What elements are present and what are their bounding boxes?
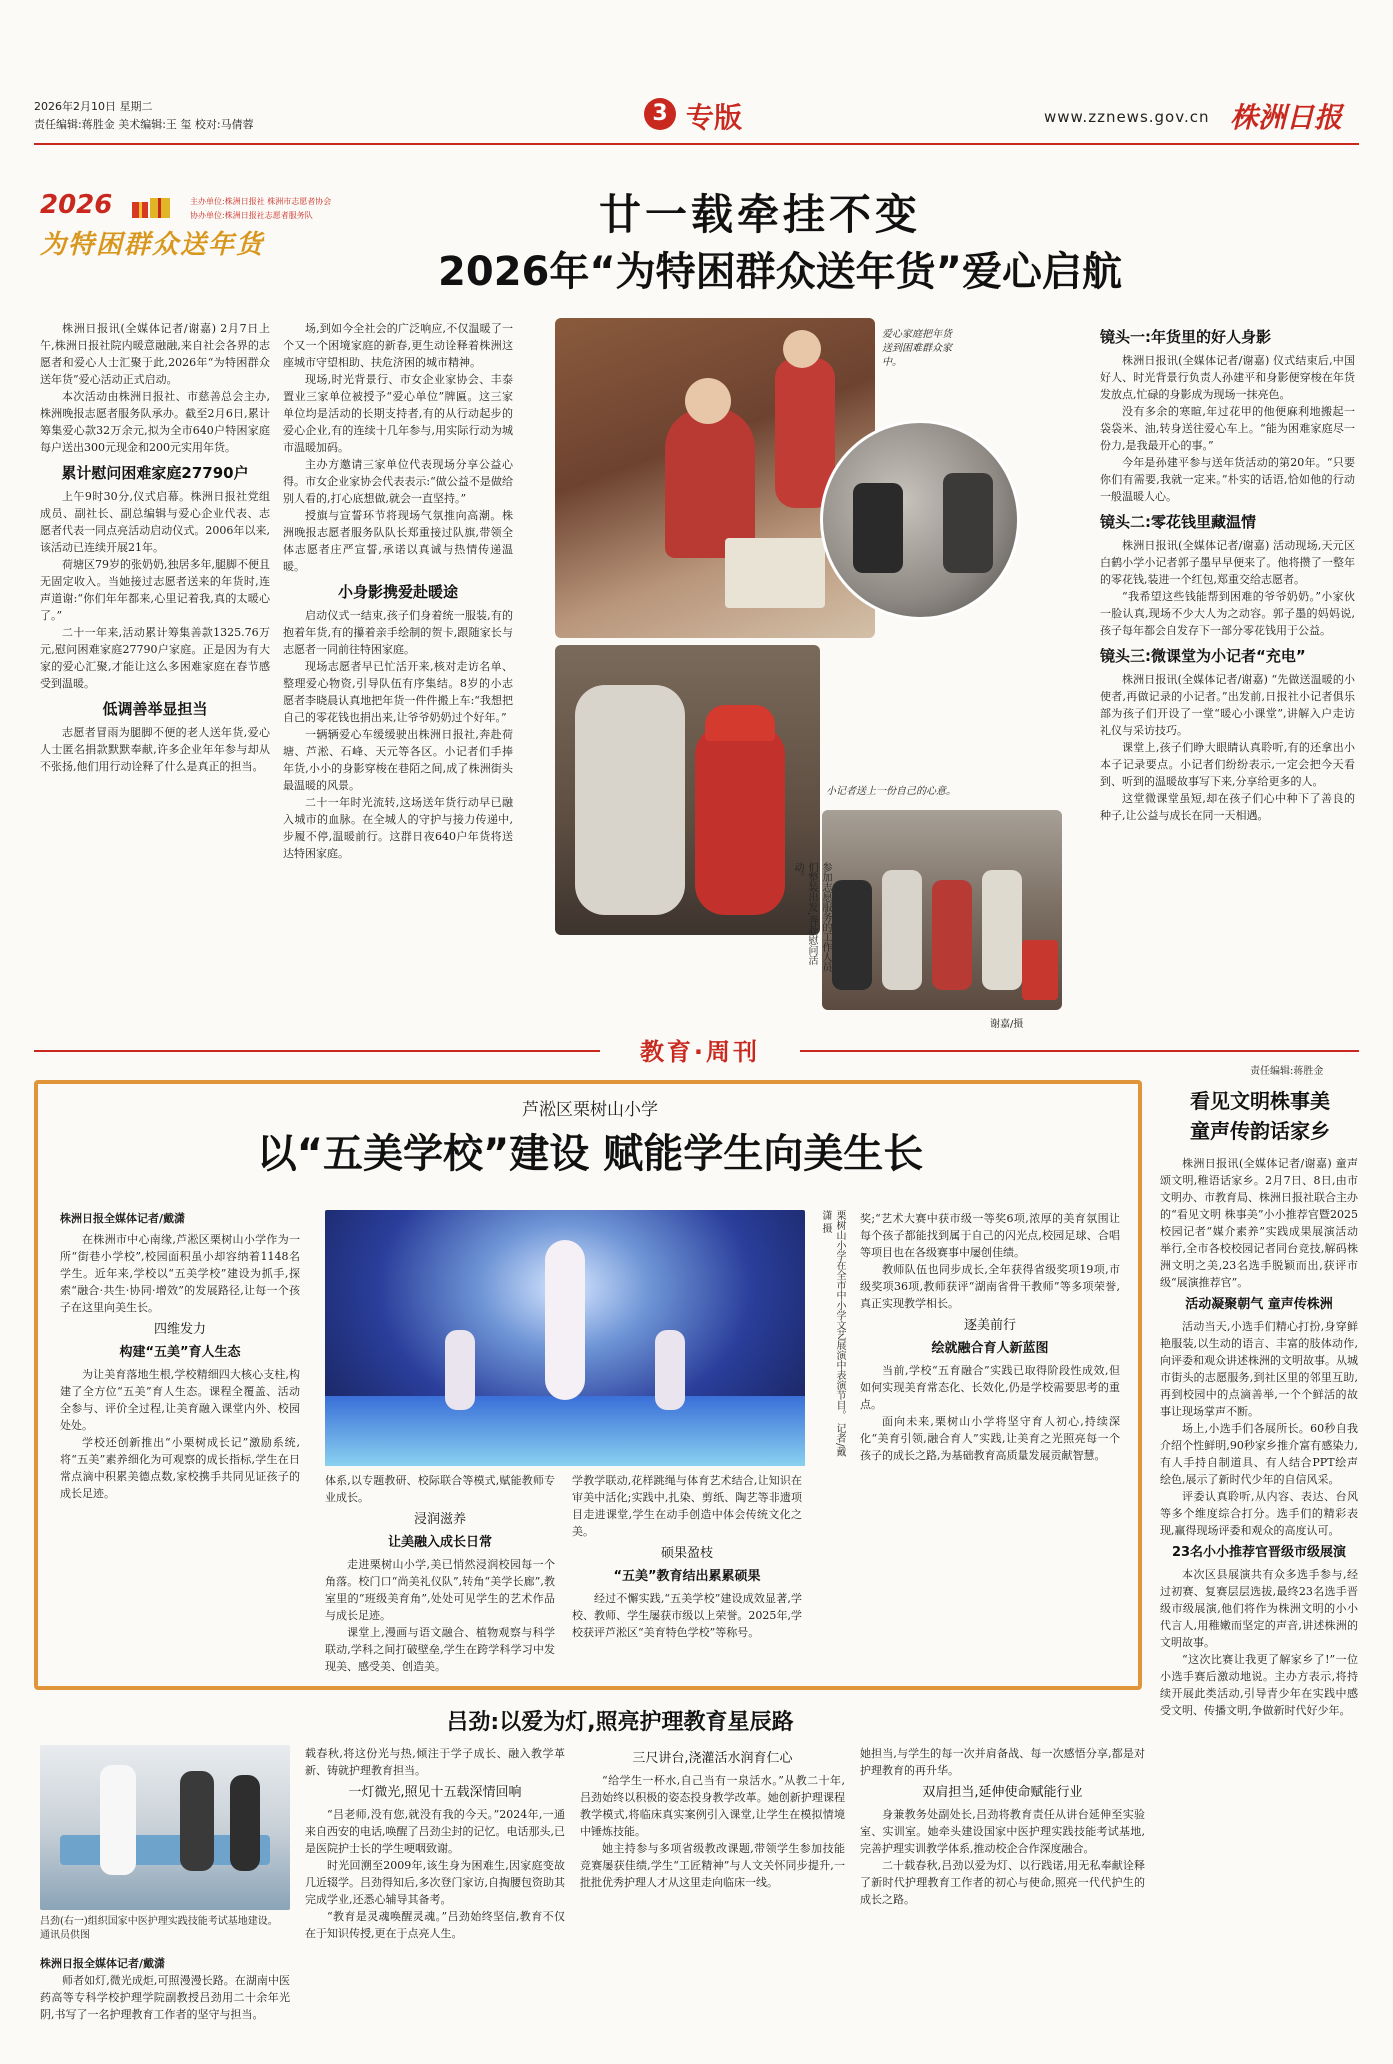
paragraph: 她担当,与学生的每一次并肩备战、每一次感悟分享,都是对护理教育的再升华。 bbox=[860, 1747, 1145, 1777]
subheading: 硕果盈枝 bbox=[660, 1546, 713, 1561]
paragraph: “教育是灵魂唤醒灵魂。”吕劲始终坚信,教育不仅在于知识传授,更在于点亮人生。 bbox=[305, 1910, 565, 1940]
paragraph: 上午9时30分,仪式启幕。株洲日报社党组成员、副社长、副总编辑与爱心企业代表、志愿者代表一同点亮活动启动仪式。2006年以来,该活动已连续开展21年。 bbox=[40, 490, 270, 554]
section-bar-editor: 责任编辑:蒋胜金 bbox=[1250, 1066, 1324, 1077]
issue-date: 2026年2月10日 星期二 bbox=[34, 100, 153, 113]
logo-slogan: 为特困群众送年货 bbox=[40, 230, 265, 260]
subheading: 一灯微光,照见十五载深情回响 bbox=[348, 1785, 522, 1800]
paragraph: 评委认真聆听,从内容、表达、台风等多个维度综合打分。选手们的精彩表现,赢得现场评委和观众的高度认可。 bbox=[1160, 1490, 1358, 1537]
paragraph: 这堂微课堂虽短,却在孩子们心中种下了善良的种子,让公益与成长在同一天相遇。 bbox=[1100, 792, 1355, 822]
paragraph: 本次活动由株洲日报社、市慈善总会主办,株洲晚报志愿者服务队承办。截至2月6日,累计筹集爱心款32万余元,拟为全市640户特困家庭每户送出300元现金和200元实用年货。 bbox=[40, 390, 270, 454]
paragraph: 场,到如今全社会的广泛响应,不仅温暖了一个又一个困境家庭的新春,更生动诠释着株洲这座城市守望相助、扶危济困的城市精神。 bbox=[283, 322, 513, 369]
paragraph: 二十一年来,活动累计筹集善款1325.76万元,慰问困难家庭27790户家庭。正是因为有大家的爱心汇聚,才能让这么多困难家庭在春节感受到温暖。 bbox=[40, 626, 270, 690]
paragraph: 身兼教务处副处长,吕劲将教育责任从讲台延伸至实验室、实训室。她牵头建设国家中医护理实践技能考试基地,完善护理实训教学体系,推动校企合作深度融合。 bbox=[860, 1808, 1145, 1855]
subheading: 镜头二:零花钱里藏温情 bbox=[1100, 513, 1256, 531]
paragraph: 二十载春秋,吕劲以爱为灯、以行践诺,用无私奉献诠释了新时代护理教育工作者的初心与使命,照亮一代代护生的成长之路。 bbox=[860, 1859, 1145, 1906]
subheading: 23名小小推荐官晋级市级展演 bbox=[1171, 1545, 1347, 1560]
subheading: 镜头三:微课堂为小记者“充电” bbox=[1100, 647, 1306, 665]
paragraph: 为让美育落地生根,学校精细四大核心支柱,构建了全方位“五美”育人生态。课程全覆盖、活动全参与、评价全过程,让美育融入课堂内外、校园处处。 bbox=[60, 1368, 300, 1432]
paragraph: 启动仪式一结束,孩子们身着统一服装,有的抱着年货,有的攥着亲手绘制的贺卡,跟随家长与志愿者一同前往特困家庭。 bbox=[283, 609, 513, 656]
school-headline: 以“五美学校”建设 赋能学生向美生长 bbox=[256, 1131, 924, 1177]
subheading: 活动凝聚朝气 童声传株洲 bbox=[1185, 1297, 1333, 1312]
subheading: 浸润滋养 bbox=[413, 1512, 466, 1527]
editor-credits: 责任编辑:蒋胜金 美术编辑:王 玺 校对:马倩蓉 bbox=[34, 118, 254, 131]
photo-caption-3: 参加志愿服务的工作人员们整装出发,奔赴慰问活动。 bbox=[792, 862, 831, 972]
paragraph: 授旗与宣誓环节将现场气氛推向高潮。株洲晚报志愿者服务队队长郑重接过队旗,带领全体志愿者庄严宣誓,承诺以真诚与热情传递温暖。 bbox=[283, 509, 513, 573]
paragraph: 场上,小选手们各展所长。60秒自我介绍个性鲜明,90秒家乡推介富有感染力,有人手持自制道具、有人结合PPT绘声绘色,展示了新时代少年的自信风采。 bbox=[1160, 1422, 1358, 1486]
subheading: 双肩担当,延伸使命赋能行业 bbox=[922, 1785, 1083, 1800]
paragraph: 一辆辆爱心车缓缓驶出株洲日报社,奔赴荷塘、芦淞、石峰、天元等各区。小记者们手捧年货,小小的身影穿梭在巷陌之间,成了株洲街头最温暖的风景。 bbox=[283, 728, 513, 792]
bottom-photo-caption: 吕劲(右一)组织国家中医护理实践技能考试基地建设。 通讯员供图 bbox=[40, 1916, 278, 1941]
paragraph: 现场志愿者早已忙活开来,核对走访名单、整理爱心物资,引导队伍有序集结。8岁的小志愿者李晓晨认真地把年货一件件搬上车:“我想把自己的零花钱也捐出来,让爷爷奶奶过个好年。” bbox=[283, 660, 513, 724]
school-kicker: 芦淞区栗树山小学 bbox=[522, 1100, 658, 1120]
paragraph: 株洲日报讯(全媒体记者/谢嘉) 仪式结束后,中国好人、时光背景行负责人孙建平和身影便穿梭在年货发放点,忙碌的身影成为现场一抹亮色。 bbox=[1100, 354, 1355, 401]
paragraph: 志愿者冒雨为腿脚不便的老人送年货,爱心人士匿名捐款默默奉献,许多企业年年参与却从不张扬,他们用行动诠释了什么是真正的担当。 bbox=[40, 726, 270, 773]
paragraph: 面向未来,栗树山小学将坚守育人初心,持续深化“美育引领,融合育人”实践,让美育之光照亮每一个孩子的成长之路,为基础教育高质量发展贡献智慧。 bbox=[860, 1415, 1120, 1462]
paragraph: 株洲日报讯(全媒体记者/谢嘉) “先做送温暖的小使者,再做记录的小记者。”出发前,日报社小记者俱乐部为孩子们开设了一堂“暖心小课堂”,讲解入户走访礼仪与采访技巧。 bbox=[1100, 673, 1355, 737]
top-column-2 bbox=[283, 320, 513, 940]
logo-co-organizer: 协办单位:株洲日报社志愿者服务队 bbox=[190, 211, 313, 220]
school-column-4 bbox=[860, 1210, 1120, 1680]
paragraph: 课堂上,漫画与语文融合、植物观察与科学联动,学科之间打破壁垒,学生在跨学科学习中发现美、感受美、创造美。 bbox=[325, 1626, 555, 1673]
school-column-3 bbox=[572, 1472, 802, 1682]
photo-caption-1: 爱心家庭把年货送到困难群众家中。 bbox=[882, 329, 952, 368]
photo-elderly-woman-receiving-gifts bbox=[555, 318, 875, 638]
paragraph: 载春秋,将这份光与热,倾注于学子成长、融入教学革新、铸就护理教育担当。 bbox=[305, 1747, 565, 1777]
subheading: 镜头一:年货里的好人身影 bbox=[1100, 328, 1271, 346]
paragraph: 本次区县展演共有众多选手参与,经过初赛、复赛层层选拔,最终23名选手晋级市级展演,他们将作为株洲文明的小小代言人,用稚嫩而坚定的声音,讲述株洲的文明故事。 bbox=[1160, 1568, 1358, 1649]
paragraph: 今年是孙建平参与送年货活动的第20年。“只要你们有需要,我就一定来。”朴实的话语,恰如他的行动一般温暖人心。 bbox=[1100, 456, 1355, 503]
logo-organizer: 主办单位:株洲日报社 株洲市志愿者协会 bbox=[190, 197, 332, 206]
paragraph: 教师队伍也同步成长,全年获得省级奖项19项,市级奖项36项,教师获评“湖南省骨干教师”等多项荣誉,真正实现教学相长。 bbox=[860, 1263, 1120, 1310]
top-column-1 bbox=[40, 320, 270, 940]
event-logo bbox=[40, 190, 360, 270]
photo-school-performance bbox=[325, 1210, 805, 1466]
main-headline-line2: 2026年“为特困群众送年货”爱心启航 bbox=[438, 249, 1122, 295]
bottom-column-3 bbox=[580, 1745, 845, 2055]
paragraph: 学教学联动,花样跳绳与体育艺术结合,让知识在审美中活化;实践中,扎染、剪纸、陶艺等非遗项目走进课堂,学生在动手创造中体会传统文化之美。 bbox=[572, 1474, 802, 1538]
paragraph: 学校还创新推出“小栗树成长记”激励系统,将“五美”素养细化为可观察的成长指标,学生在日常点滴中积累美德点数,家校携手共同见证孩子的成长足迹。 bbox=[60, 1436, 300, 1500]
paragraph: “这次比赛让我更了解家乡了!”一位小选手赛后激动地说。主办方表示,将持续开展此类活动,引导青少年在实践中感受文明、传播文明,争做新时代好少年。 bbox=[1160, 1653, 1358, 1717]
header-rule bbox=[34, 143, 1359, 145]
subheading: 绘就融合育人新蓝图 bbox=[931, 1341, 1049, 1356]
paragraph: 走进栗树山小学,美已悄然浸润校园每一个角落。校门口“尚美礼仪队”,转角“美学长廊”,教室里的“班级美育角”,处处可见学生的艺术作品与成长足迹。 bbox=[325, 1558, 555, 1622]
section-bar-title: 教育·周刊 bbox=[600, 1032, 800, 1067]
paragraph: 当前,学校“五育融合”实践已取得阶段性成效,但如何实现美育常态化、长效化,仍是学校需要思考的重点。 bbox=[860, 1364, 1120, 1411]
main-headline-line1: 廿一载牵挂不变 bbox=[598, 190, 921, 239]
page-number-badge bbox=[644, 98, 676, 130]
photo-child-reporter-street bbox=[820, 420, 1020, 620]
paragraph: 她主持参与多项省级教改课题,带领学生参加技能竞赛屡获佳绩,学生“工匠精神”与人文关怀同步提升,一批批优秀护理人才从这里走向临床一线。 bbox=[580, 1842, 845, 1889]
paragraph: 体系,以专题教研、校际联合等模式,赋能教师专业成长。 bbox=[325, 1474, 555, 1504]
side-headline-2: 童声传韵话家乡 bbox=[1190, 1119, 1330, 1143]
masthead-logo: 株洲日报 bbox=[1230, 101, 1343, 134]
paragraph: 没有多余的寒暄,年过花甲的他便麻利地搬起一袋袋米、油,转身送往爱心车上。“能为困难家庭尽一份力,是我最开心的事。” bbox=[1100, 405, 1355, 452]
paragraph: 株洲日报讯(全媒体记者/谢嘉) 活动现场,天元区白鹤小学小记者郭子墨早早便来了。他将攒了一整年的零花钱,装进一个红包,郑重交给志愿者。 bbox=[1100, 539, 1355, 586]
paragraph: 时光回溯至2009年,该生身为困难生,因家庭变故几近辍学。吕劲得知后,多次登门家访,自掏腰包资助其完成学业,还悉心辅导其备考。 bbox=[305, 1859, 565, 1906]
subheading: 让美融入成长日常 bbox=[387, 1535, 492, 1550]
school-column-1 bbox=[60, 1210, 300, 1680]
paragraph: 株洲日报讯(全媒体记者/谢嘉) 童声颂文明,稚语话家乡。2月7日、8日,由市文明办、市教育局、株洲日报社联合主办的“看见文明 株事美”小小推荐官暨2025校园记者“媒介素养”实践成果展演活动举行,全市各校校园记者同台竞技,解码株洲文明之美,23名选手脱颖而出,获评市级“展演推荐官”。 bbox=[1160, 1157, 1358, 1289]
subheading: 低调善举显担当 bbox=[102, 700, 208, 718]
paragraph: 二十一年时光流转,这场送年货行动早已融入城市的血脉。在全城人的守护与接力传递中,步履不停,温暖前行。这群日夜640户年货将送达特困家庭。 bbox=[283, 796, 513, 860]
school-photo-caption: 栗树山小学在全市中小学文艺展演中表演节目。 记者/戴潇 摄 bbox=[820, 1210, 845, 1457]
paragraph: 经过不懈实践,“五美学校”建设成效显著,学校、教师、学生屡获市级以上荣誉。2025年,学校获评芦淞区“美育特色学校”等称号。 bbox=[572, 1592, 802, 1639]
paragraph: 主办方邀请三家单位代表现场分享公益心得。市女企业家协会代表表示:“做公益不是做给别人看的,打心底想做,就会一直坚持。” bbox=[283, 458, 513, 505]
paragraph: “我希望这些钱能帮到困难的爷爷奶奶。”小家伙一脸认真,现场不少大人为之动容。郭子墨的妈妈说,孩子每年都会自发存下一部分零花钱用于公益。 bbox=[1100, 590, 1355, 637]
page-number: 3 bbox=[652, 101, 668, 126]
website-url[interactable]: www.zznews.gov.cn bbox=[1044, 108, 1210, 126]
gift-box-icon bbox=[132, 194, 172, 220]
paragraph: 课堂上,孩子们睁大眼睛认真聆听,有的还拿出小本子记录要点。小记者们纷纷表示,一定会把今天看到、听到的温暖故事写下来,分享给更多的人。 bbox=[1100, 741, 1355, 788]
header bbox=[34, 96, 1359, 142]
subheading: 小身影携爱赴暖途 bbox=[337, 583, 458, 601]
photo-volunteer-and-child bbox=[555, 645, 820, 935]
paragraph: 活动当天,小选手们精心打扮,身穿鲜艳服装,以生动的语言、丰富的肢体动作,向评委和观众讲述株洲的文明故事。从城市街头的志愿服务,到社区里的邻里互助,再到校园中的点滴善举,一个个鲜活的故事让现场掌声不断。 bbox=[1160, 1320, 1358, 1418]
photo-group-volunteers bbox=[822, 810, 1062, 1010]
subheading: 累计慰问困难家庭27790户 bbox=[61, 464, 249, 482]
paragraph: 奖;“艺术大赛中获市级一等奖6项,浓厚的美育氛围让每个孩子都能找到属于自己的闪光点,校园足球、合唱等项目也在各级赛事中屡创佳绩。 bbox=[860, 1212, 1120, 1259]
bottom-headline: 吕劲:以爱为灯,照亮护理教育星辰路 bbox=[446, 1710, 794, 1735]
photo-caption-2: 小记者送上一份自己的心意。 bbox=[826, 786, 956, 797]
paragraph: 荷塘区79岁的张奶奶,独居多年,腿脚不便且无固定收入。当她接过志愿者送来的年货时,连声道谢:“你们年年都来,心里记着我,真的太暖心了。” bbox=[40, 558, 270, 622]
logo-year: 2026 bbox=[40, 190, 113, 220]
paragraph: 在株洲市中心南缘,芦淞区栗树山小学作为一所“街巷小学校”,校园面积虽小却容纳着1148名学生。近年来,学校以“五美学校”建设为抓手,探索“融合·共生·协同·增效”的发展路径,让每一个孩子在这里向美生长。 bbox=[60, 1233, 300, 1314]
subheading: “五美”教育结出累累硕果 bbox=[613, 1569, 761, 1584]
photo-nursing-training bbox=[40, 1745, 290, 1910]
photo-credit: 谢嘉/摄 bbox=[990, 1019, 1024, 1030]
subheading: 构建“五美”育人生态 bbox=[119, 1345, 241, 1360]
side-column bbox=[1160, 1155, 1358, 2035]
byline: 株洲日报全媒体记者/戴潇 bbox=[40, 1957, 166, 1970]
paragraph: 师者如灯,微光成炬,可照漫漫长路。在湖南中医药高等专科学校护理学院副教授吕劲用二十余年光阴,书写了一名护理教育工作者的坚守与担当。 bbox=[40, 1974, 290, 2021]
paragraph: 现场,时光背景行、市女企业家协会、丰泰置业三家单位被授予“爱心单位”牌匾。这三家单位均是活动的长期支持者,有的从行动起步的爱心企业,有的连续十几年参与,用实际行动为城市温暖加码。 bbox=[283, 373, 513, 454]
bottom-column-4 bbox=[860, 1745, 1145, 2055]
paragraph: “给学生一杯水,自己当有一泉活水。”从教二十年,吕劲始终以积极的姿态投身教学改革。她创新护理课程教学模式,将临床真实案例引入课堂,让学生在模拟情境中锤炼技能。 bbox=[580, 1774, 845, 1838]
bottom-column-1 bbox=[40, 1955, 290, 2055]
byline: 株洲日报全媒体记者/戴潇 bbox=[60, 1212, 186, 1225]
subheading: 三尺讲台,浇灌活水润育仁心 bbox=[632, 1751, 793, 1766]
side-headline-1: 看见文明株事美 bbox=[1190, 1089, 1330, 1113]
top-column-3 bbox=[1100, 320, 1355, 1020]
paragraph: 株洲日报讯(全媒体记者/谢嘉) 2月7日上午,株洲日报社院内暖意融融,来自社会各界的志愿者和爱心人士汇聚于此,2026年“为特困群众送年货”爱心活动正式启动。 bbox=[40, 322, 270, 386]
page-section-name: 专版 bbox=[686, 101, 743, 134]
bottom-column-2 bbox=[305, 1745, 565, 2055]
subheading: 逐美前行 bbox=[963, 1318, 1016, 1333]
subheading: 四维发力 bbox=[153, 1322, 206, 1337]
school-column-2 bbox=[325, 1472, 555, 1682]
paragraph: “吕老师,没有您,就没有我的今天。”2024年,一通来自西安的电话,唤醒了吕劲尘封的记忆。电话那头,已是医院护士长的学生哽咽致谢。 bbox=[305, 1808, 565, 1855]
